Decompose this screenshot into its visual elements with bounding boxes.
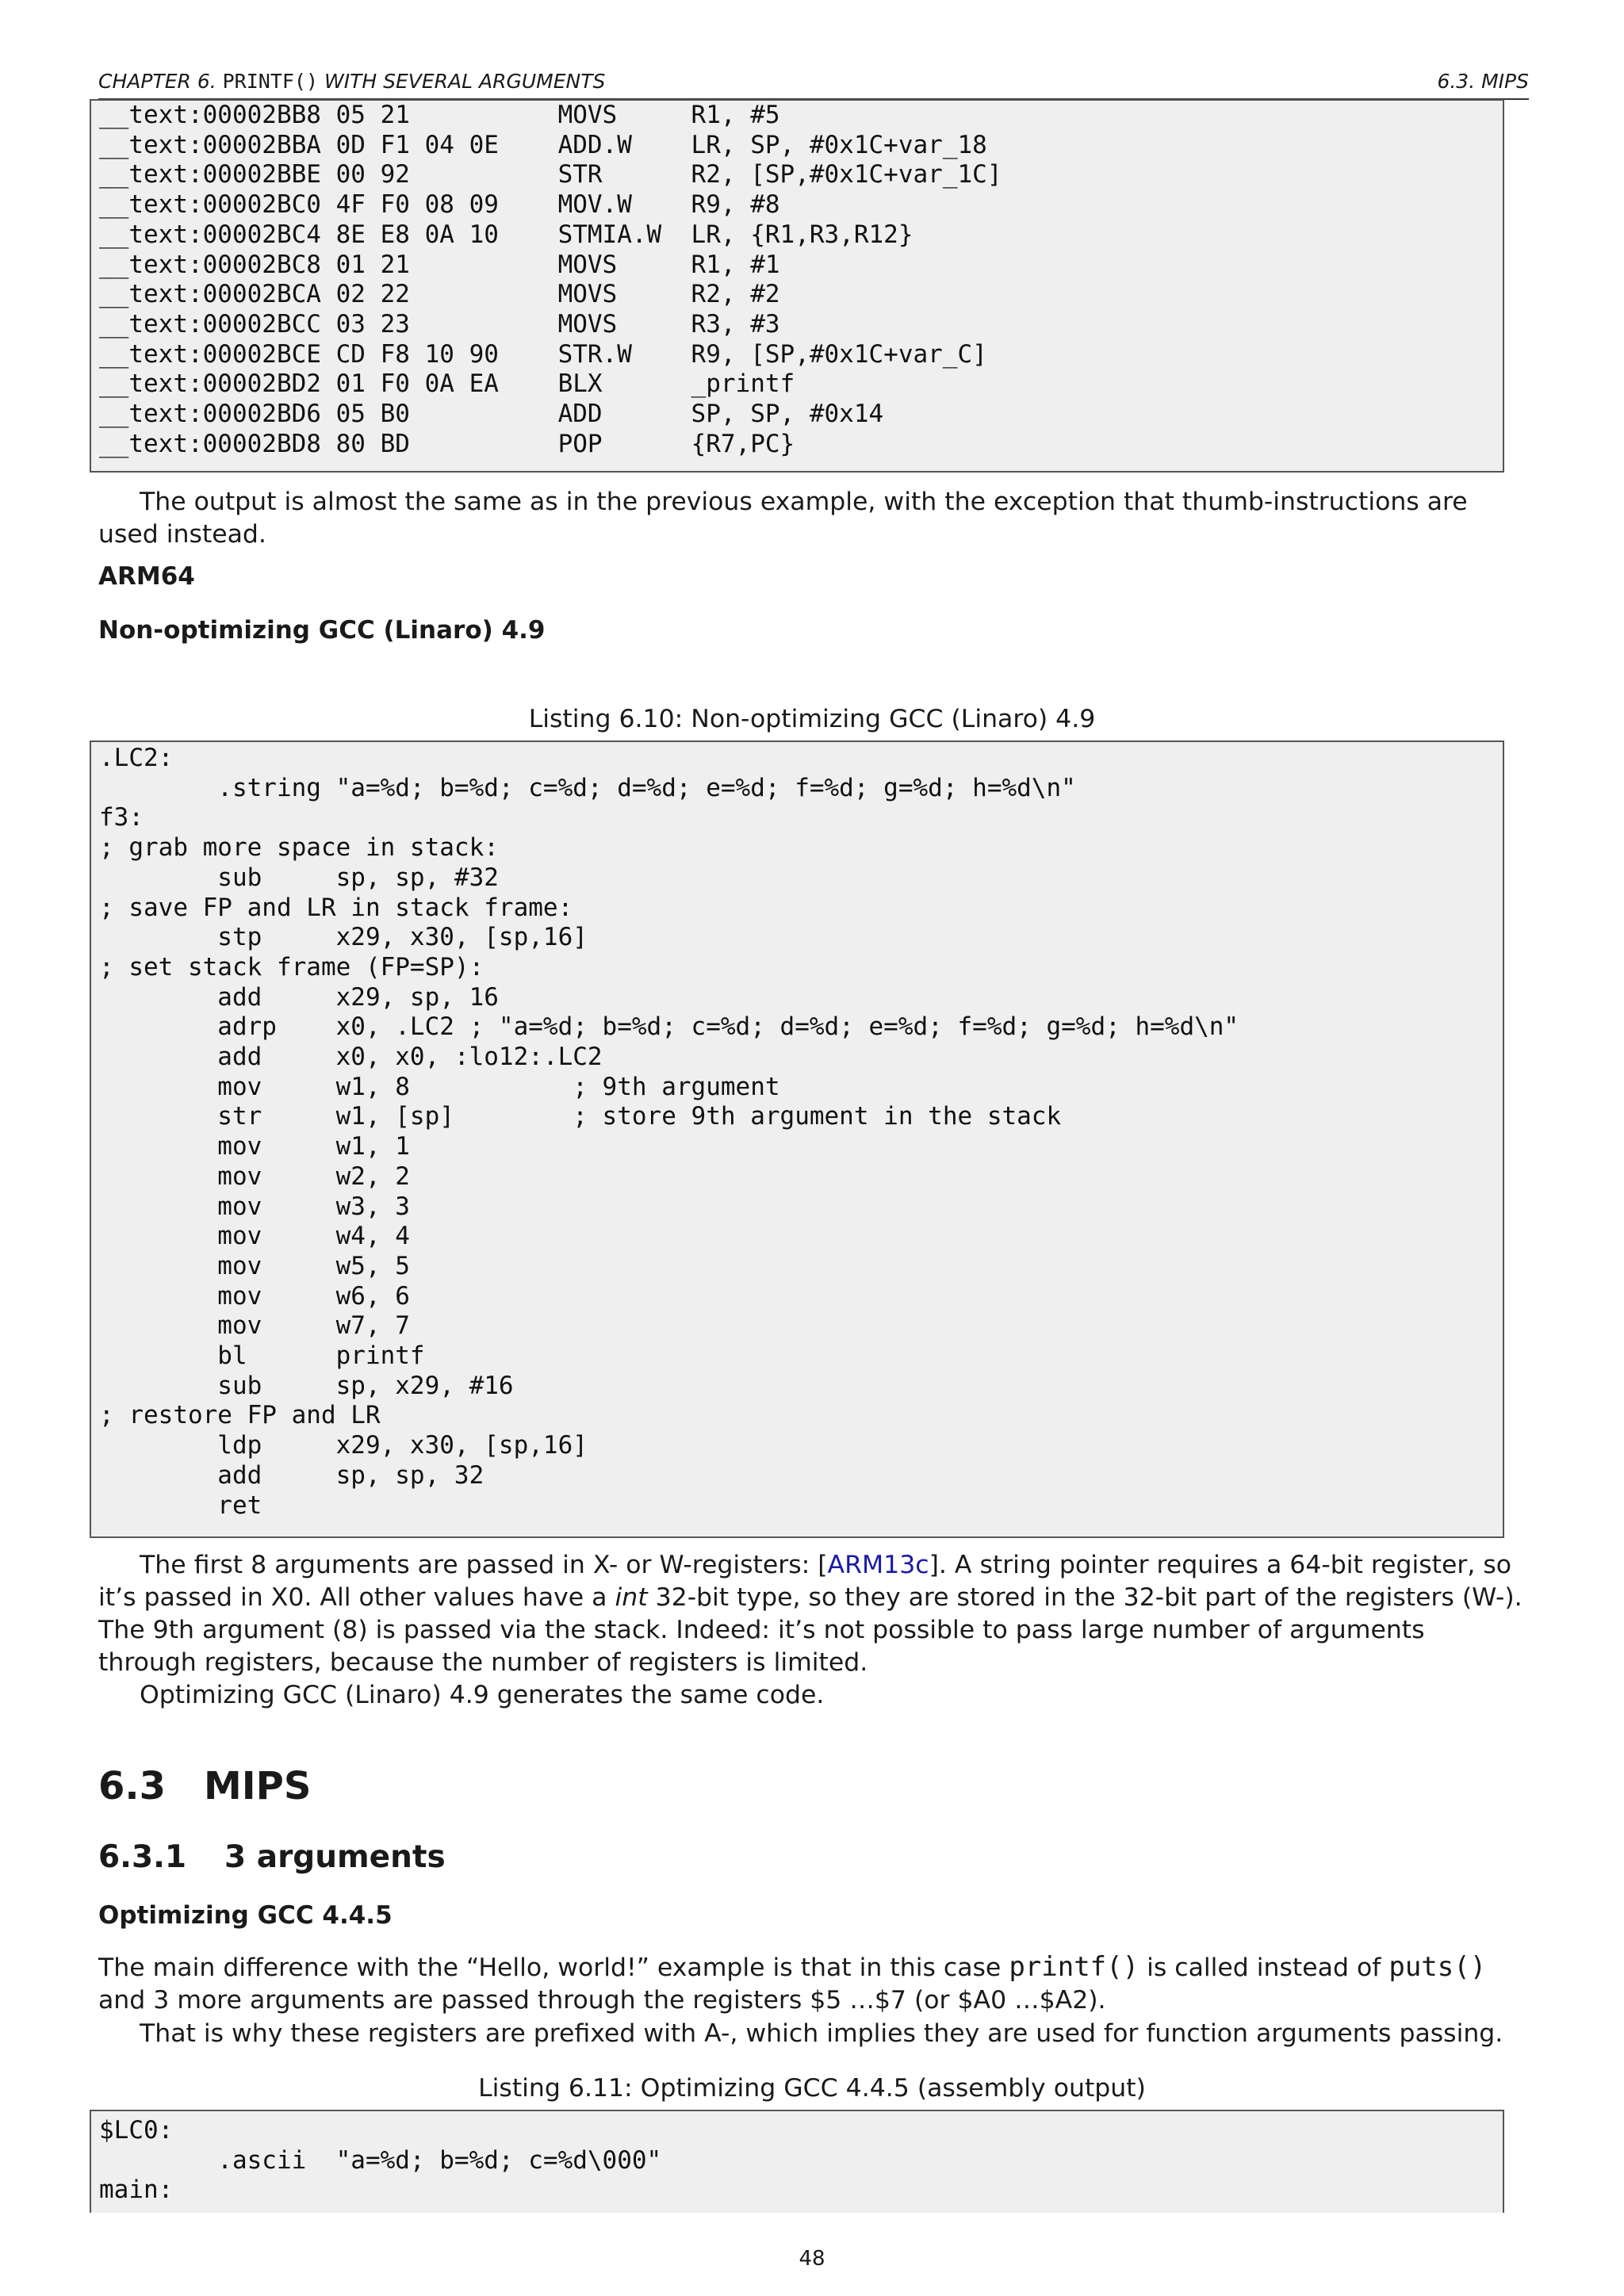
code-line: ; set stack frame (FP=SP): <box>99 952 485 982</box>
code-line: ldp x29, x30, [sp,16] <box>99 1431 588 1460</box>
section-title: 6.3. MIPS <box>1437 70 1529 93</box>
code-line: mov w3, 3 <box>99 1192 410 1221</box>
code-listing-6-10 <box>90 740 1504 1538</box>
code-line: adrp x0, .LC2 ; "a=%d; b=%d; c=%d; d=%d; e=%d; f=%d; g=%d; h=%d\n" <box>99 1012 1239 1042</box>
code-line: str w1, [sp] ; store 9th argument in the stack <box>99 1102 1062 1131</box>
code-line: ; grab more space in stack: <box>99 833 499 863</box>
code-line: mov w1, 8 ; 9th argument <box>99 1072 780 1101</box>
code-listing-thumb <box>90 99 1504 473</box>
code-line: __text:00002BCC 03 23 MOVS R3, #3 <box>99 309 780 339</box>
code-line: add x29, sp, 16 <box>99 982 499 1012</box>
heading-optimizing-gcc-445: Optimizing GCC 4.4.5 <box>98 1901 393 1930</box>
code-line: mov w5, 5 <box>99 1251 410 1280</box>
code-line: __text:00002BCA 02 22 MOVS R2, #2 <box>99 280 780 309</box>
paragraph-prefixed: That is why these registers are prefixed with A-, which implies they are used for function arguments passing. <box>140 2019 1503 2048</box>
code-line: .LC2: <box>99 744 174 772</box>
code-line: mov w1, 1 <box>99 1132 410 1161</box>
code-line: stp x29, x30, [sp,16] <box>99 923 588 952</box>
code-line: bl printf <box>99 1341 425 1371</box>
code-line: add x0, x0, :lo12:.LC2 <box>99 1043 603 1072</box>
code-line: f3: <box>99 803 144 832</box>
code-line: mov w2, 2 <box>99 1161 410 1191</box>
paragraph-thumb: The output is almost the same as in the previous example, with the exception that thumb-instructions are used instead. <box>98 488 1468 549</box>
code-line: ; save FP and LR in stack frame: <box>99 893 573 922</box>
code-line: add sp, sp, 32 <box>99 1460 485 1490</box>
subsection-heading-6-3-1: 6.3.1 3 arguments <box>98 1839 446 1875</box>
chapter-title: CHAPTER 6. PRINTF() WITH SEVERAL ARGUMENTS <box>98 70 606 93</box>
code-line: __text:00002BBA 0D F1 04 0E ADD.W LR, SP, #0x1C+var_18 <box>99 130 987 159</box>
code-line: sub sp, sp, #32 <box>99 863 499 892</box>
paragraph-optimizing: Optimizing GCC (Linaro) 4.9 generates the same code. <box>140 1681 825 1709</box>
paragraph-main-difference: The main difference with the “Hello, world!” example is that in this case printf() is called instead of puts() and 3 more arguments are passed through the registers $5 …$7 (or $A0 …$A2). <box>98 1951 1487 2015</box>
heading-arm64: ARM64 <box>98 562 195 591</box>
code-line: __text:00002BBE 00 92 STR R2, [SP,#0x1C+var_1C] <box>99 160 1002 189</box>
code-line: ; restore FP and LR <box>99 1401 381 1430</box>
heading-nonoptimizing-gcc: Non-optimizing GCC (Linaro) 4.9 <box>98 616 546 645</box>
code-line: __text:00002BD2 01 F0 0A EA BLX _printf <box>99 369 795 399</box>
code-line: __text:00002BB8 05 21 MOVS R1, #5 <box>99 101 780 129</box>
code-line: __text:00002BC4 8E E8 0A 10 STMIA.W LR, {R1,R3,R12} <box>99 220 914 249</box>
code-line: mov w4, 4 <box>99 1222 410 1251</box>
paragraph-arguments: The first 8 arguments are passed in X- or W-registers: [ARM13c]. A string pointer requires a 64-bit register, so it’s passed in X0. All other values have a int 32-bit type, so they are stored in the 32-bit part of the registers (W-). The 9th argument (8) is passed via the stack. Indeed: it’s not possible to pass large number of arguments through registers, because the number of registers is limited. <box>98 1551 1522 1677</box>
code-line: sub sp, x29, #16 <box>99 1371 514 1400</box>
page-number: 48 <box>799 2247 825 2271</box>
code-line: mov w6, 6 <box>99 1281 410 1311</box>
code-line: __text:00002BCE CD F8 10 90 STR.W R9, [SP,#0x1C+var_C] <box>99 339 987 369</box>
citation-link[interactable]: ARM13c <box>827 1551 929 1579</box>
code-line: .string "a=%d; b=%d; c=%d; d=%d; e=%d; f=%d; g=%d; h=%d\n" <box>99 773 1076 802</box>
code-line: mov w7, 7 <box>99 1311 410 1341</box>
code-line: main: <box>99 2175 174 2205</box>
code-line: __text:00002BC0 4F F0 08 09 MOV.W R9, #8 <box>99 190 780 220</box>
code-line: __text:00002BD6 05 B0 ADD SP, SP, #0x14 <box>99 400 884 429</box>
code-line: .ascii "a=%d; b=%d; c=%d\000" <box>99 2145 662 2175</box>
running-header <box>98 68 1529 100</box>
section-heading-6-3: 6.3 MIPS <box>98 1764 312 1808</box>
code-line: __text:00002BD8 80 BD POP {R7,PC} <box>99 429 795 458</box>
code-listing-6-11 <box>90 2110 1504 2213</box>
code-line: ret <box>99 1490 262 1520</box>
listing-caption-6-11: Listing 6.11: Optimizing GCC 4.4.5 (assembly output) <box>478 2074 1146 2103</box>
listing-caption-6-10: Listing 6.10: Non-optimizing GCC (Linaro) 4.9 <box>528 705 1096 733</box>
code-line: __text:00002BC8 01 21 MOVS R1, #1 <box>99 250 780 279</box>
code-line: $LC0: <box>99 2116 174 2145</box>
